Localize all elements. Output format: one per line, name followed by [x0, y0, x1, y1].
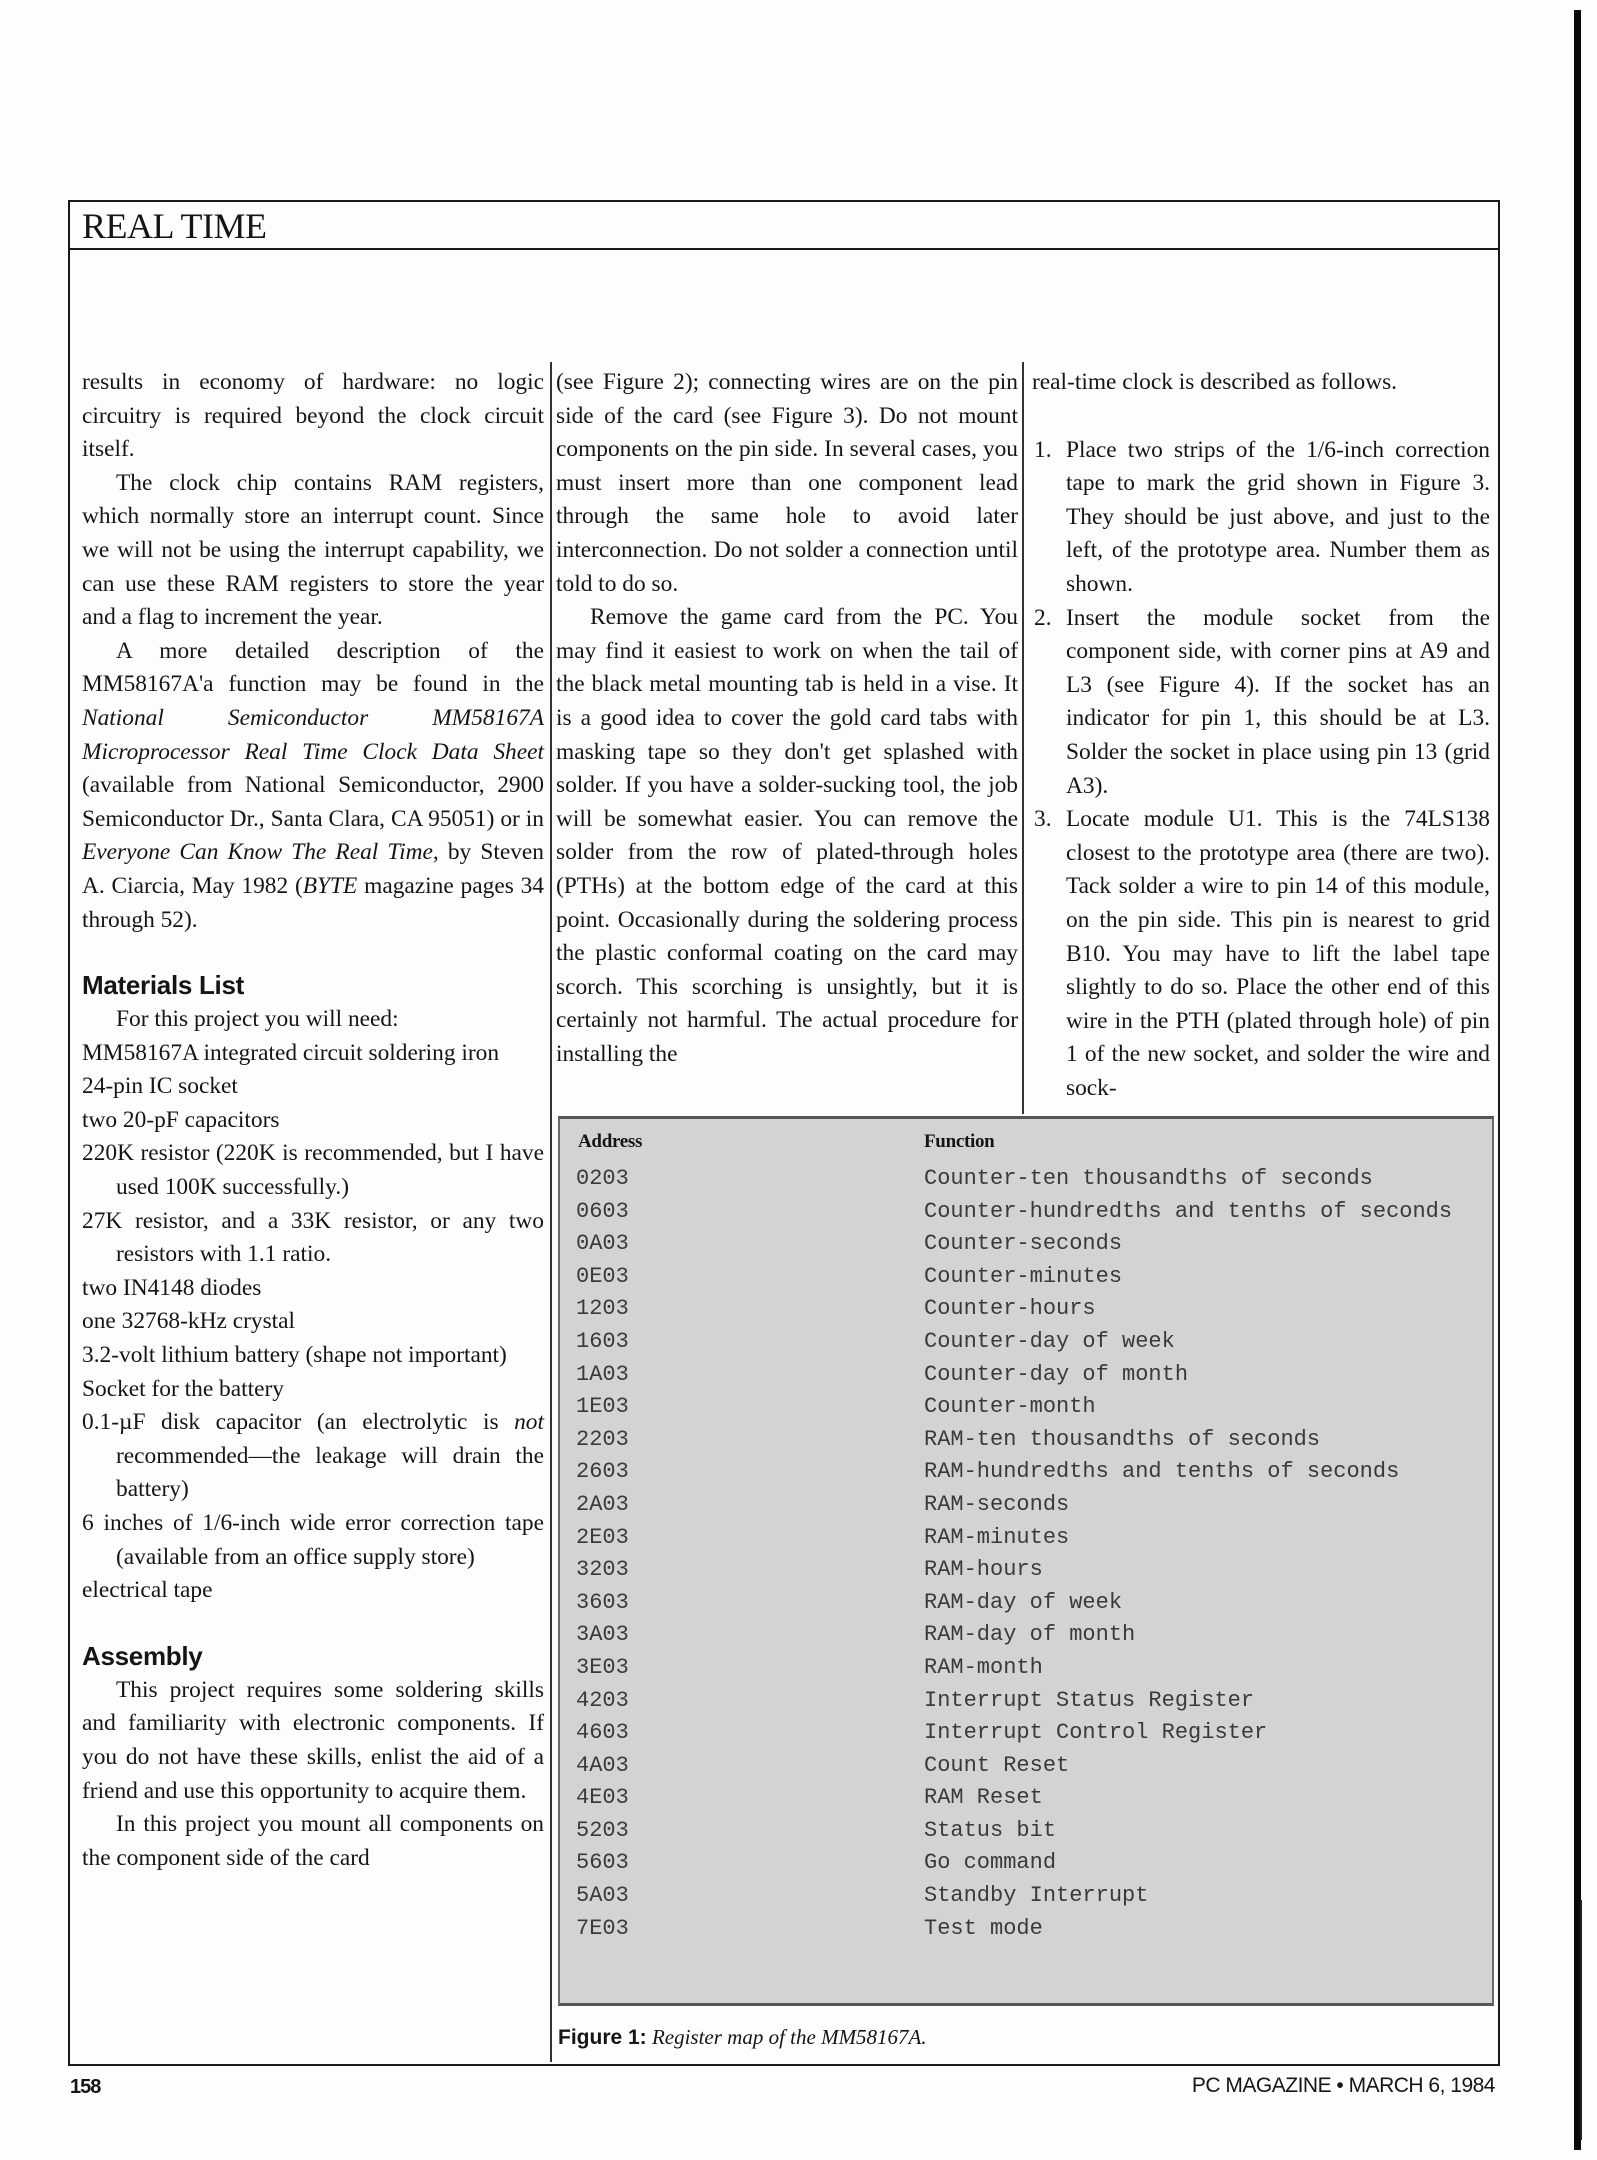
register-function: RAM-hundredths and tenths of seconds: [924, 1459, 1400, 1485]
table-row: [560, 1880, 1492, 1913]
register-function: Interrupt Status Register: [924, 1687, 1255, 1713]
material-item: 220K resistor (220K is recommended, but I have used 100K successfully.): [82, 1140, 544, 1201]
register-function: RAM-hours: [924, 1557, 1043, 1583]
publication-info: PC MAGAZINE • MARCH 6, 1984: [1191, 2074, 1495, 2097]
table-row: [560, 1847, 1492, 1880]
register-function: Interrupt Control Register: [924, 1720, 1268, 1746]
page-edge-line: [1580, 1900, 1582, 2140]
register-address: 5603: [576, 1850, 629, 1876]
assembly-step: [1032, 602, 1490, 804]
material-item: one 32768-kHz crystal: [82, 1308, 296, 1335]
paragraph: The clock chip contains RAM registers, which normally store an interrupt count. Since we will not be using the interrupt capability, we can use these RAM registers to store the year and a flag to increment the year.: [82, 469, 544, 631]
paragraph: results in economy of hardware: no logic circuitry is required beyond the clock circuit itself.: [82, 369, 544, 463]
table-row: [560, 1293, 1492, 1326]
register-function: RAM-ten thousandths of seconds: [924, 1426, 1321, 1452]
table-row: [560, 1782, 1492, 1815]
paragraph: In this project you mount all components on the component side of the card: [82, 1811, 544, 1871]
table-row: [560, 1359, 1492, 1392]
register-address: 2A03: [576, 1491, 629, 1517]
material-item: Socket for the battery: [82, 1375, 284, 1402]
column-3: [1032, 366, 1490, 1105]
paragraph: A more detailed description of the MM58167A'a function may be found in the National Semiconductor MM58167A Microprocessor Real Time Clock Data Sheet (available from National Semiconductor, 2900 Semiconductor Dr., Santa Clara, CA 95051) or in Everyone Can Know The Real Time, by Steven A. Ciarcia, May 1982 (BYTE magazine pages 34 through 52).: [82, 637, 544, 933]
register-function: Counter-minutes: [924, 1263, 1123, 1289]
assembly-heading: Assembly: [82, 1640, 203, 1671]
material-item: MM58167A integrated circuit soldering iron: [82, 1039, 500, 1066]
table-row: [560, 1196, 1492, 1229]
table-row: [560, 1652, 1492, 1685]
register-function: RAM-day of month: [924, 1622, 1136, 1648]
column-divider: [550, 362, 552, 2062]
step-number: 3.: [1034, 806, 1052, 833]
material-item: 27K resistor, and a 33K resistor, or any two resistors with 1.1 ratio.: [82, 1207, 544, 1268]
step-text: Place two strips of the 1/6-inch correction tape to mark the grid shown in Figure 3. They should be just above, and just to the left, of the prototype area. Number them as shown.: [1066, 436, 1490, 597]
register-address: 2603: [576, 1459, 629, 1485]
register-address: 1A03: [576, 1361, 629, 1387]
register-function: Status bit: [924, 1817, 1057, 1843]
article-frame: [68, 200, 1500, 2066]
register-function: Counter-ten thousandths of seconds: [924, 1166, 1373, 1191]
column-2: [556, 366, 1018, 1071]
column-1: [82, 366, 544, 1875]
register-function: Count Reset: [924, 1752, 1070, 1778]
step-text: Locate module U1. This is the 74LS138 closest to the prototype area (there are two). Tack solder a wire to pin 14 of this module, on the pin side. This pin is nearest to grid B10. You may have to lift the label tape slightly to do so. Place the other end of this wire in the PTH (plated through hole) of pin 1 of the new socket, and solder the wire and sock-: [1066, 806, 1490, 1101]
register-function: Counter-day of week: [924, 1328, 1175, 1354]
register-address: 0603: [576, 1198, 629, 1224]
register-address: 1603: [576, 1328, 629, 1354]
figure-caption-text: Register map of the MM58167A.: [646, 2025, 927, 2049]
register-address: 0203: [576, 1166, 629, 1191]
register-function: Standby Interrupt: [924, 1883, 1149, 1909]
column-header-address: Address: [578, 1131, 643, 1152]
register-function: Counter-month: [924, 1394, 1096, 1420]
table-row: [560, 1522, 1492, 1555]
material-item: 6 inches of 1/6-inch wide error correction tape (available from an office supply store): [82, 1510, 544, 1570]
material-item: electrical tape: [82, 1577, 213, 1604]
register-address: 0A03: [576, 1231, 629, 1257]
column-header-function: Function: [924, 1131, 995, 1152]
paragraph: (see Figure 2); connecting wires are on the pin side of the card (see Figure 3). Do not mount components on the pin side. In several cases, you must insert more than one component lead through the same hole to avoid later interconnection. Do not solder a connection until told to do so.: [556, 369, 1018, 597]
register-address: 7E03: [576, 1915, 629, 1941]
register-address: 4203: [576, 1687, 629, 1713]
table-row: [560, 1750, 1492, 1783]
table-row: [560, 1326, 1492, 1359]
table-row: [560, 1391, 1492, 1424]
register-function: Counter-seconds: [924, 1231, 1123, 1257]
step-number: 1.: [1034, 436, 1052, 463]
register-address: 3A03: [576, 1622, 629, 1648]
register-function: Test mode: [924, 1915, 1043, 1941]
table-row: [560, 1261, 1492, 1294]
register-address: 3E03: [576, 1654, 629, 1680]
figure-label: Figure 1:: [558, 2026, 647, 2049]
register-address: 5A03: [576, 1883, 629, 1909]
table-row: [560, 1685, 1492, 1718]
register-address: 1203: [576, 1296, 629, 1322]
materials-heading: Materials List: [82, 970, 244, 1001]
material-item: two IN4148 diodes: [82, 1274, 262, 1301]
table-row: [560, 1489, 1492, 1522]
register-map-table: [558, 1116, 1494, 2006]
table-body: [560, 1163, 1492, 1945]
paragraph: This project requires some soldering skills and familiarity with electronic components. If you do not have these skills, enlist the aid of a friend and use this opportunity to acquire them.: [82, 1676, 544, 1804]
register-function: Counter-hundredths and tenths of seconds: [924, 1198, 1453, 1224]
paragraph: Remove the game card from the PC. You may find it easiest to work on when the tail of the black metal mounting tab is held in a vise. It is a good idea to cover the gold card tabs with masking tape so they don't get splashed with solder. If you have a solder-sucking tool, the job will be somewhat easier. You can remove the solder from the row of plated-through holes (PTHs) at the bottom edge of the card at this point. Occasionally during the soldering process the plastic conformal coating on the card may scorch. This scorching is unsightly, but it is certainly not harmful. The actual procedure for installing the: [556, 604, 1018, 1067]
register-address: 3203: [576, 1557, 629, 1583]
figure-caption: [558, 2025, 927, 2050]
register-address: 4E03: [576, 1785, 629, 1811]
table-row: [560, 1424, 1492, 1457]
table-row: [560, 1228, 1492, 1261]
paragraph: real-time clock is described as follows.: [1032, 369, 1398, 395]
table-row: [560, 1587, 1492, 1620]
page-edge-bar: [1574, 10, 1581, 2150]
table-row: [560, 1456, 1492, 1489]
register-address: 0E03: [576, 1263, 629, 1289]
column-divider: [1022, 362, 1024, 1114]
register-address: 1E03: [576, 1394, 629, 1420]
step-number: 2.: [1034, 604, 1052, 631]
register-function: Counter-hours: [924, 1296, 1096, 1322]
register-function: RAM-month: [924, 1654, 1043, 1680]
register-address: 3603: [576, 1589, 629, 1615]
assembly-step: [1032, 803, 1490, 1105]
register-address: 5203: [576, 1817, 629, 1843]
table-row: [560, 1913, 1492, 1946]
register-address: 2203: [576, 1426, 629, 1452]
register-address: 2E03: [576, 1524, 629, 1550]
register-function: RAM-day of week: [924, 1589, 1123, 1615]
material-item: 3.2-volt lithium battery (shape not important): [82, 1342, 507, 1369]
section-title: REAL TIME: [82, 206, 267, 246]
table-row: [560, 1163, 1492, 1196]
register-function: RAM-seconds: [924, 1491, 1070, 1517]
table-row: [560, 1717, 1492, 1750]
table-row: [560, 1619, 1492, 1652]
register-address: 4A03: [576, 1752, 629, 1778]
assembly-step: [1032, 434, 1490, 602]
section-header: [70, 202, 1498, 250]
material-item: two 20-pF capacitors: [82, 1106, 280, 1133]
material-item: 24-pin IC socket: [82, 1073, 238, 1100]
table-row: [560, 1815, 1492, 1848]
page-number: 158: [70, 2076, 101, 2098]
table-row: [560, 1554, 1492, 1587]
step-text: Insert the module socket from the component side, with corner pins at A9 and L3 (see Figure 4). If the socket has an indicator for pin 1, this should be at L3. Solder the socket in place using pin 13 (grid A3).: [1066, 604, 1490, 799]
material-item: 0.1-µF disk capacitor (an electrolytic is not recommended—the leakage will drain the battery): [82, 1409, 544, 1503]
register-function: Go command: [924, 1850, 1057, 1876]
register-function: RAM Reset: [924, 1785, 1043, 1811]
register-function: RAM-minutes: [924, 1524, 1070, 1550]
materials-intro: For this project you will need:: [116, 1006, 399, 1033]
register-address: 4603: [576, 1720, 629, 1746]
register-function: Counter-day of month: [924, 1361, 1189, 1387]
